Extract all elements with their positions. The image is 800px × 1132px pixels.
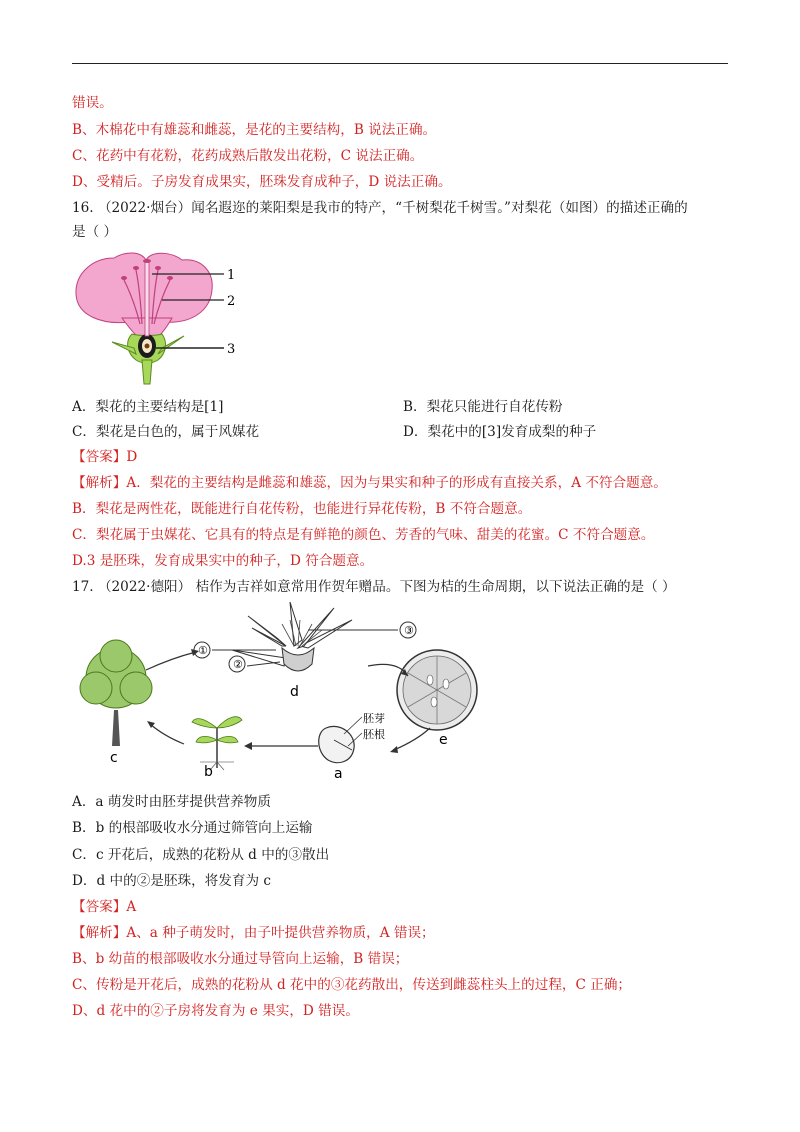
fig17-label-embryo-bud: 胚芽 bbox=[363, 712, 385, 725]
fig17-label-embryo-root: 胚根 bbox=[363, 728, 385, 741]
fig17-label-a: a bbox=[334, 766, 343, 780]
q16-analysis-line: B．梨花是两性花，既能进行自花传粉，也能进行异花传粉，B 不符合题意。 bbox=[72, 501, 532, 517]
prev-answer-line: D、受精后。子房发育成果实，胚珠发育成种子，D 说法正确。 bbox=[72, 174, 452, 190]
q17-answer: 【答案】A bbox=[72, 899, 137, 915]
q16-analysis-line: D.3 是胚珠，发育成果实中的种子，D 符合题意。 bbox=[72, 553, 374, 569]
q17-analysis-line: C、传粉是开花后，成熟的花粉从 d 花中的③花药散出，传送到雌蕊柱头上的过程，C 正确； bbox=[72, 977, 632, 993]
fig16-label-2: 2 bbox=[227, 294, 236, 309]
q17-analysis-line: B、b 幼苗的根部吸收水分通过导管向上运输，B 错误； bbox=[72, 951, 409, 967]
q16-answer: 【答案】D bbox=[72, 449, 138, 465]
q17-analysis-line: D、d 花中的②子房将发育为 e 果实，D 错误。 bbox=[72, 1003, 359, 1019]
fig17-circle-2: ② bbox=[233, 658, 243, 671]
q16-option-c: C．梨花是白色的，属于风媒花 bbox=[72, 424, 260, 440]
q16-analysis-line: C．梨花属于虫媒花、它具有的特点是有鲜艳的颜色、芳香的气味、甜美的花蜜。C 不符合题意。 bbox=[72, 527, 655, 543]
q17-option-d: D．d 中的②是胚珠，将发育为 c bbox=[72, 873, 271, 889]
q16-option-d: D．梨花中的[3]发育成梨的种子 bbox=[403, 424, 597, 440]
q17-option-c: C．c 开花后，成熟的花粉从 d 中的③散出 bbox=[72, 847, 330, 863]
q17-option-b: B．b 的根部吸收水分通过筛管向上运输 bbox=[72, 820, 313, 836]
fig17-label-c: c bbox=[110, 750, 118, 766]
q16-option-a: A．梨花的主要结构是[1] bbox=[72, 399, 224, 415]
q17-stem: 17. （2022·德阳） 桔作为吉祥如意常用作贺年赠品。下图为桔的生命周期，以下说法正确的是（ ） bbox=[72, 579, 676, 595]
q16-option-b: B．梨花只能进行自花传粉 bbox=[403, 399, 563, 415]
q17-analysis-line: 【解析】A、a 种子萌发时，由子叶提供营养物质，A 错误； bbox=[72, 925, 435, 941]
fig17-label-d: d bbox=[290, 684, 299, 700]
fig16-label-1: 1 bbox=[227, 268, 236, 283]
pear-flower-diagram bbox=[72, 250, 252, 386]
prev-answer-line: B、木棉花中有雄蕊和雌蕊，是花的主要结构，B 说法正确。 bbox=[72, 122, 437, 138]
q16-analysis-line: 【解析】A．梨花的主要结构是雌蕊和雄蕊，因为与果实和种子的形成有直接关系，A 不符合题意。 bbox=[72, 475, 667, 491]
fig17-label-b: b bbox=[204, 764, 213, 780]
prev-answer-line: C、花药中有花粉，花药成熟后散发出花粉，C 说法正确。 bbox=[72, 148, 424, 164]
orange-life-cycle-diagram bbox=[72, 600, 492, 780]
fig17-label-e: e bbox=[439, 732, 448, 748]
prev-answer-line: 错误。 bbox=[72, 95, 113, 111]
fig16-label-3: 3 bbox=[227, 342, 236, 357]
fig17-circle-3: ③ bbox=[404, 624, 414, 637]
q16-stem: 16. （2022·烟台）闻名遐迩的莱阳梨是我市的特产，“千树梨花千树雪。”对梨花（如图）的描述正确的 bbox=[72, 200, 688, 216]
q17-option-a: A．a 萌发时由胚芽提供营养物质 bbox=[72, 794, 271, 810]
q16-stem-cont: 是（ ） bbox=[72, 224, 118, 240]
header-rule bbox=[72, 63, 728, 64]
fig17-circle-1: ① bbox=[198, 644, 208, 657]
